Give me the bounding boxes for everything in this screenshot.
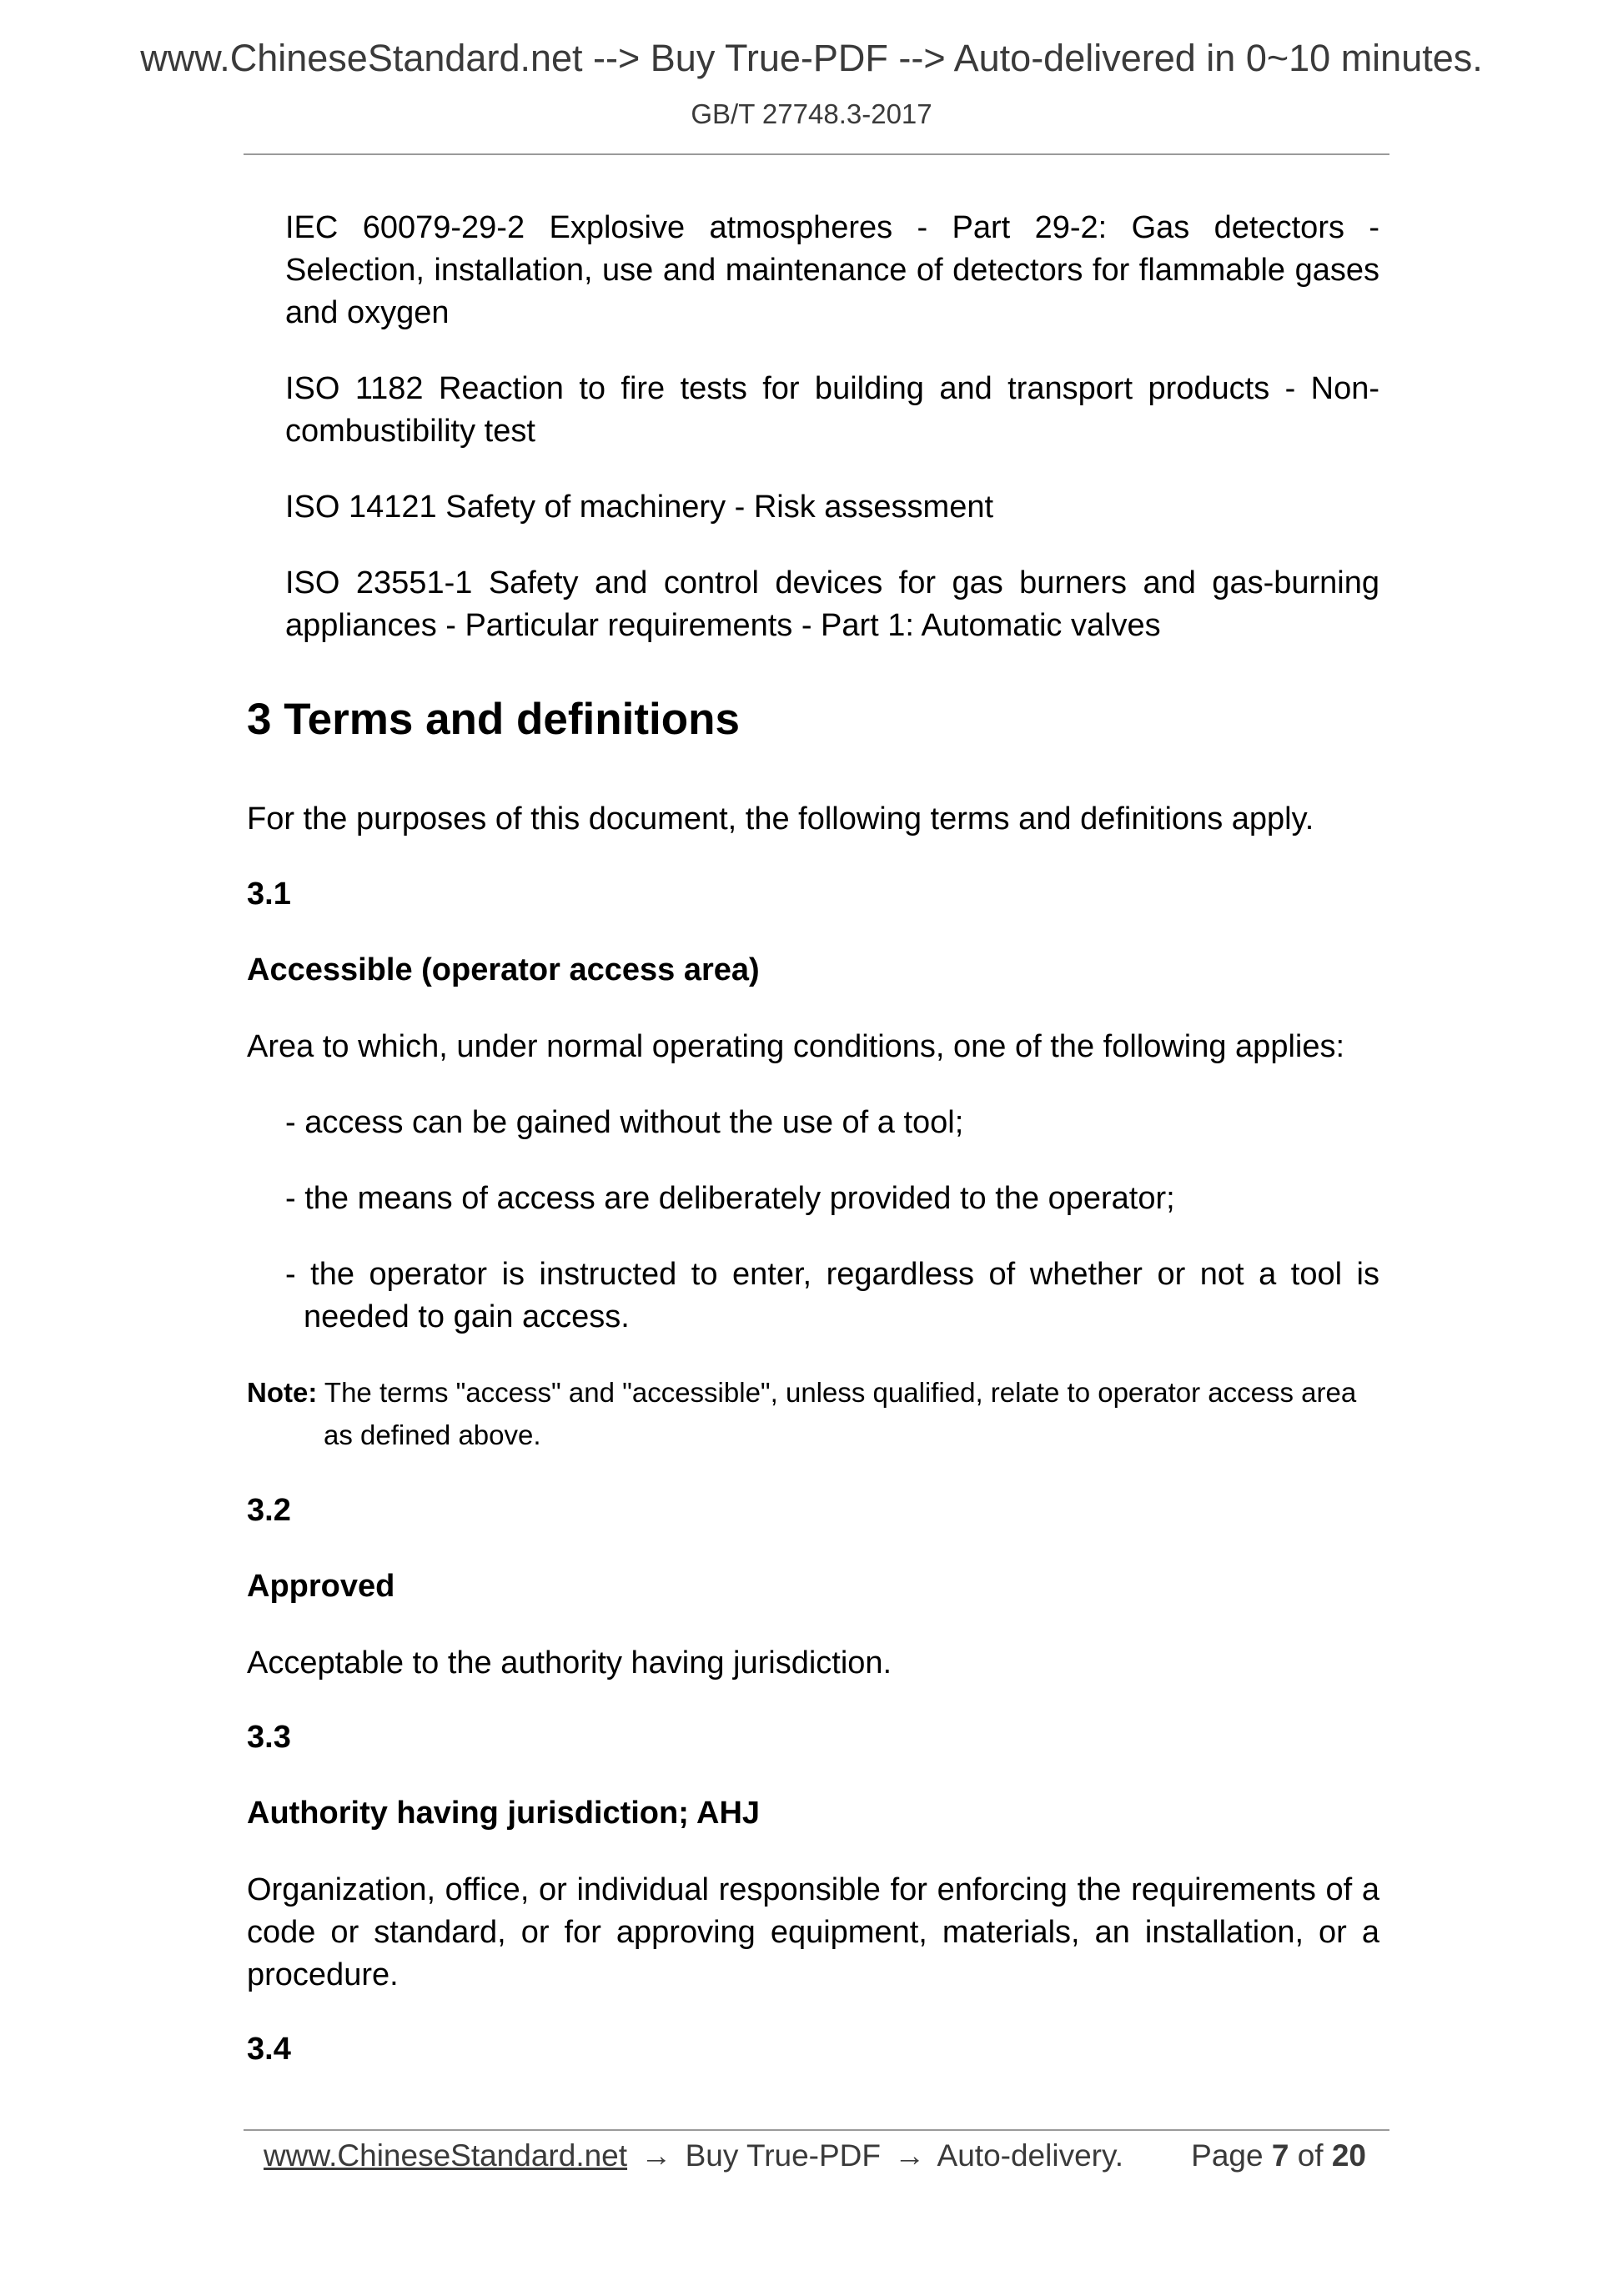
term-definition: Acceptable to the authority having jurisdiction. <box>247 1645 892 1681</box>
footer-site-link[interactable]: www.ChineseStandard.net <box>264 2138 628 2173</box>
page-indicator <box>1191 2133 1366 2178</box>
clause-number: 3.3 <box>247 1720 291 1755</box>
top-banner: www.ChineseStandard.net --> Buy True-PDF --> Auto-delivered in 0~10 minutes. <box>140 37 1483 79</box>
note <box>247 1371 1379 1414</box>
term-definition: Organization, office, or individual responsible for enforcing the requirements of a code or standard, or for approving equipment, materials, an installation, or a procedure. <box>247 1872 1379 1992</box>
term-title: Approved <box>247 1569 395 1604</box>
list-item: - access can be gained without the use of a tool; <box>285 1105 964 1140</box>
clause-number: 3.2 <box>247 1493 291 1528</box>
footer-delivery-text: Auto-delivery. <box>937 2138 1124 2173</box>
list-item: - the operator is instructed to enter, regardless of whether or not a tool is needed to gain access. <box>285 1257 1379 1334</box>
clause-number: 3.1 <box>247 877 291 912</box>
list-item: - the means of access are deliberately provided to the operator; <box>285 1181 1175 1216</box>
standard-code: GB/T 27748.3-2017 <box>691 98 932 129</box>
note-label: Note: <box>247 1377 318 1408</box>
section-heading: 3 Terms and definitions <box>247 695 740 744</box>
reference-iso-14121: ISO 14121 Safety of machinery - Risk assessment <box>285 490 994 525</box>
reference-iso-23551-1: ISO 23551-1 Safety and control devices for gas burners and gas-burning appliances - Particular requirements - Part 1: Automatic valves <box>285 565 1379 643</box>
arrow-right-icon: → <box>641 2138 672 2173</box>
term-definition: Area to which, under normal operating conditions, one of the following applies: <box>247 1029 1345 1064</box>
footer-buy-text: Buy True-PDF <box>685 2138 882 2173</box>
page-footer <box>264 2133 1366 2178</box>
section-intro: For the purposes of this document, the following terms and definitions apply. <box>247 801 1314 837</box>
page-label: Page <box>1191 2138 1264 2173</box>
clause-number: 3.4 <box>247 2032 291 2067</box>
reference-iec-60079-29-2: IEC 60079-29-2 Explosive atmospheres - Part 29-2: Gas detectors - Selection, installation, use and maintenance of detectors for flammable gases and oxygen <box>285 210 1379 330</box>
note-text: The terms "access" and "accessible", unless qualified, relate to operator access area <box>324 1377 1357 1408</box>
arrow-right-icon: → <box>894 2138 926 2173</box>
page-current: 7 <box>1271 2138 1289 2173</box>
term-title: Authority having jurisdiction; AHJ <box>247 1796 761 1831</box>
header-divider <box>244 153 1389 155</box>
term-title: Accessible (operator access area) <box>247 952 760 987</box>
note-continuation: as defined above. <box>324 1419 541 1450</box>
reference-iso-1182: ISO 1182 Reaction to fire tests for building and transport products - Non-combustibility test <box>285 371 1379 449</box>
footer-promo <box>264 2133 1123 2178</box>
footer-divider <box>244 2129 1389 2131</box>
page-total: 20 <box>1331 2138 1366 2173</box>
page-of: of <box>1297 2138 1324 2173</box>
